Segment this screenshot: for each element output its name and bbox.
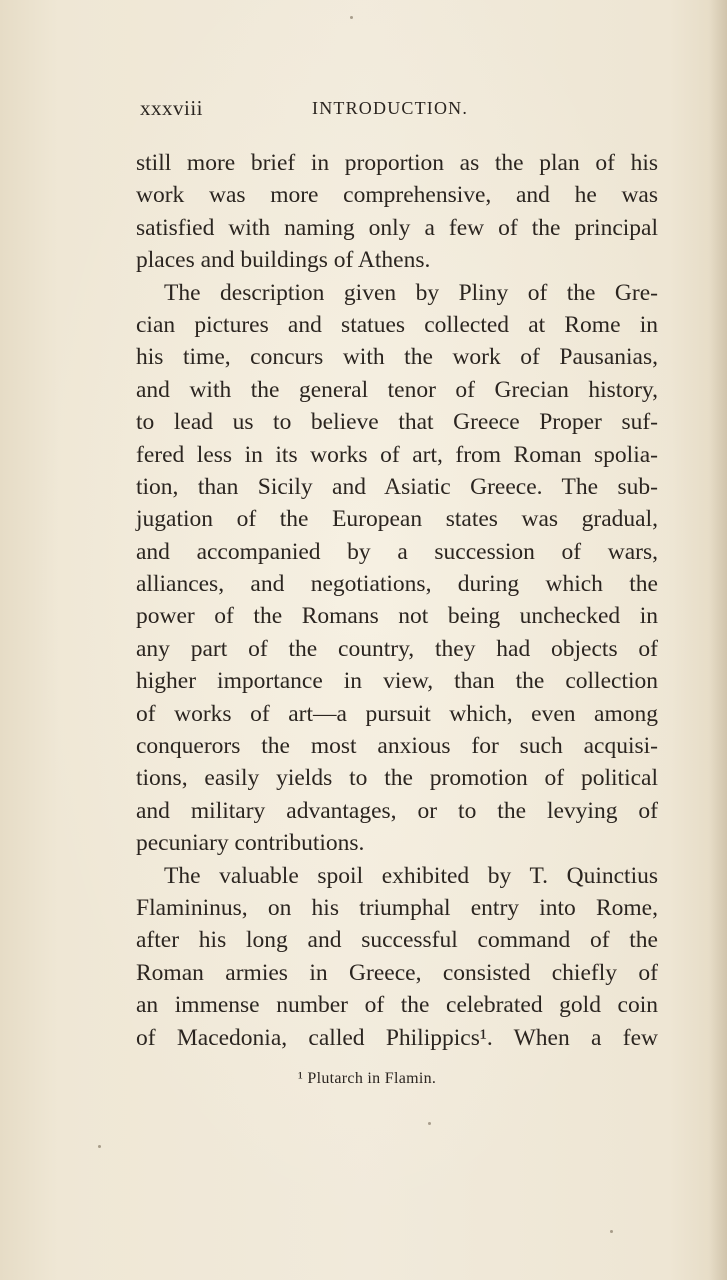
running-head: INTRODUCTION. [312,98,469,118]
text-line: The valuable spoil exhibited by T. Quinctius [164,862,658,889]
text-line: tions, easily yields to the promotion of political [136,765,658,792]
text-line: places and buildings of Athens. [136,247,431,274]
footnote: ¹ Plutarch in Flamin. [298,1070,437,1087]
text-line: after his long and successful command of the [136,927,658,954]
text-line: of Macedonia, called Philippics¹. When a few [136,1024,658,1051]
text-line: pecuniary contributions. [136,830,365,857]
paper-speck [350,16,353,19]
text-line: and military advantages, or to the levying of [136,797,658,824]
text-line: alliances, and negotiations, during which the [136,571,658,598]
paper-speck [610,1230,613,1233]
text-line: The description given by Pliny of the Gre- [164,279,658,306]
text-line: higher importance in view, than the collection [136,668,658,695]
text-line: work was more comprehensive, and he was [136,182,658,209]
text-line: his time, concurs with the work of Pausanias, [136,344,658,371]
text-line: Flamininus, on his triumphal entry into Rome, [136,894,658,921]
text-line: conquerors the most anxious for such acquisi- [136,733,658,760]
text-line: cian pictures and statues collected at Rome in [136,311,658,338]
text-line: any part of the country, they had objects of [136,635,658,662]
text-line: tion, than Sicily and Asiatic Greece. The sub- [136,473,658,500]
text-line: jugation of the European states was gradual, [136,506,658,533]
page-edge-shadow [709,0,727,1280]
page-header [140,96,660,126]
text-line: an immense number of the celebrated gold coin [136,992,658,1019]
text-line: fered less in its works of art, from Roman spolia- [136,441,658,468]
text-line: to lead us to believe that Greece Proper suf- [136,409,658,436]
text-line: still more brief in proportion as the plan of his [136,150,658,176]
text-line: power of the Romans not being unchecked in [136,603,658,630]
text-line: Roman armies in Greece, consisted chiefly of [136,959,658,986]
text-line: and accompanied by a succession of wars, [136,538,658,565]
text-line: of works of art—a pursuit which, even among [136,700,658,727]
page-number: xxxviii [140,96,204,120]
body-text [136,147,658,1054]
text-line: and with the general tenor of Grecian history, [136,376,658,403]
text-line: satisfied with naming only a few of the principal [136,214,658,241]
paper-speck [98,1145,101,1148]
paper-speck [428,1122,431,1125]
